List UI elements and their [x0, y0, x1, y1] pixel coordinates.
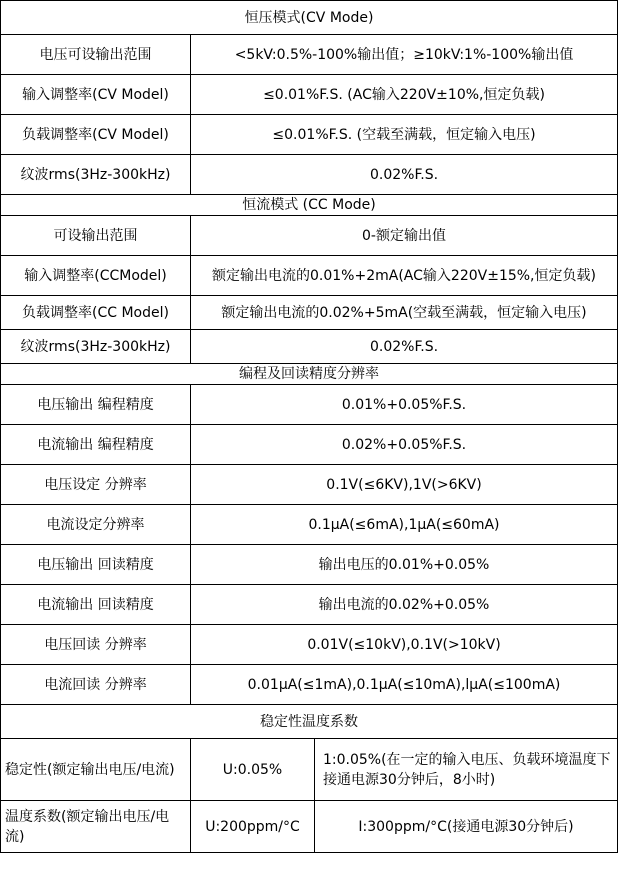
row-label: 输入调整率(CCModel) [1, 256, 191, 296]
row-value: 额定输出电流的0.02%+5mA(空载至满载，恒定输入电压) [191, 296, 618, 330]
table-row [1, 35, 618, 75]
row-label: 可设输出范围 [1, 216, 191, 256]
row-value-u: U:200ppm/°C [191, 801, 315, 853]
row-value: 0.1V(≤6KV),1V(>6KV) [191, 465, 618, 505]
cv-mode-title: 恒压模式(CV Mode) [1, 1, 618, 35]
stability-title: 稳定性温度系数 [1, 705, 618, 739]
row-label: 电压输出 编程精度 [1, 385, 191, 425]
table-row [1, 665, 618, 705]
table-row [1, 625, 618, 665]
row-value: <5kV:0.5%-100%输出值；≥10kV:1%-100%输出值 [191, 35, 618, 75]
row-label: 稳定性(额定输出电压/电流) [1, 739, 191, 801]
row-label: 电流回读 分辨率 [1, 665, 191, 705]
row-value: 输出电压的0.01%+0.05% [191, 545, 618, 585]
table-row [1, 115, 618, 155]
row-label: 电压输出 回读精度 [1, 545, 191, 585]
section-header-row [1, 1, 618, 35]
table-row [1, 75, 618, 115]
table-row [1, 585, 618, 625]
table-row [1, 739, 618, 801]
row-label: 纹波rms(3Hz-300kHz) [1, 330, 191, 364]
row-label: 负载调整率(CC Model) [1, 296, 191, 330]
row-label: 纹波rms(3Hz-300kHz) [1, 155, 191, 195]
table-row [1, 465, 618, 505]
row-label: 电流输出 回读精度 [1, 585, 191, 625]
table-row [1, 155, 618, 195]
row-value: 0.02%+0.05%F.S. [191, 425, 618, 465]
table-row [1, 425, 618, 465]
row-label: 电压回读 分辨率 [1, 625, 191, 665]
table-row [1, 801, 618, 853]
row-label: 温度系数(额定输出电压/电流) [1, 801, 191, 853]
table-row [1, 296, 618, 330]
row-value: 0.1μA(≤6mA),1μA(≤60mA) [191, 505, 618, 545]
table-row [1, 216, 618, 256]
section-header-row [1, 195, 618, 216]
row-value: 0.02%F.S. [191, 330, 618, 364]
programming-title: 编程及回读精度分辨率 [1, 364, 618, 385]
table-row [1, 505, 618, 545]
row-label: 负载调整率(CV Model) [1, 115, 191, 155]
row-value-u: U:0.05% [191, 739, 315, 801]
row-value: 0.02%F.S. [191, 155, 618, 195]
table-row [1, 256, 618, 296]
row-label: 输入调整率(CV Model) [1, 75, 191, 115]
row-label: 电流设定分辨率 [1, 505, 191, 545]
table-row [1, 330, 618, 364]
cc-mode-title: 恒流模式 (CC Mode) [1, 195, 618, 216]
row-value: 额定输出电流的0.01%+2mA(AC输入220V±15%,恒定负载) [191, 256, 618, 296]
row-value-i: I:300ppm/°C(接通电源30分钟后) [315, 801, 618, 853]
row-label: 电压可设输出范围 [1, 35, 191, 75]
row-label: 电流输出 编程精度 [1, 425, 191, 465]
table-row [1, 385, 618, 425]
section-header-row [1, 364, 618, 385]
section-header-row [1, 705, 618, 739]
row-value-i: 1:0.05%(在一定的输入电压、负载环境温度下接通电源30分钟后，8小时) [315, 739, 618, 801]
row-value: 0.01μA(≤1mA),0.1μA(≤10mA),lμA(≤100mA) [191, 665, 618, 705]
row-value: 0.01%+0.05%F.S. [191, 385, 618, 425]
table-row [1, 545, 618, 585]
row-value: ≤0.01%F.S. (AC输入220V±10%,恒定负载) [191, 75, 618, 115]
row-value: 0.01V(≤10kV),0.1V(>10kV) [191, 625, 618, 665]
row-value: ≤0.01%F.S. (空载至满载，恒定输入电压) [191, 115, 618, 155]
row-value: 0-额定输出值 [191, 216, 618, 256]
row-label: 电压设定 分辨率 [1, 465, 191, 505]
row-value: 输出电流的0.02%+0.05% [191, 585, 618, 625]
